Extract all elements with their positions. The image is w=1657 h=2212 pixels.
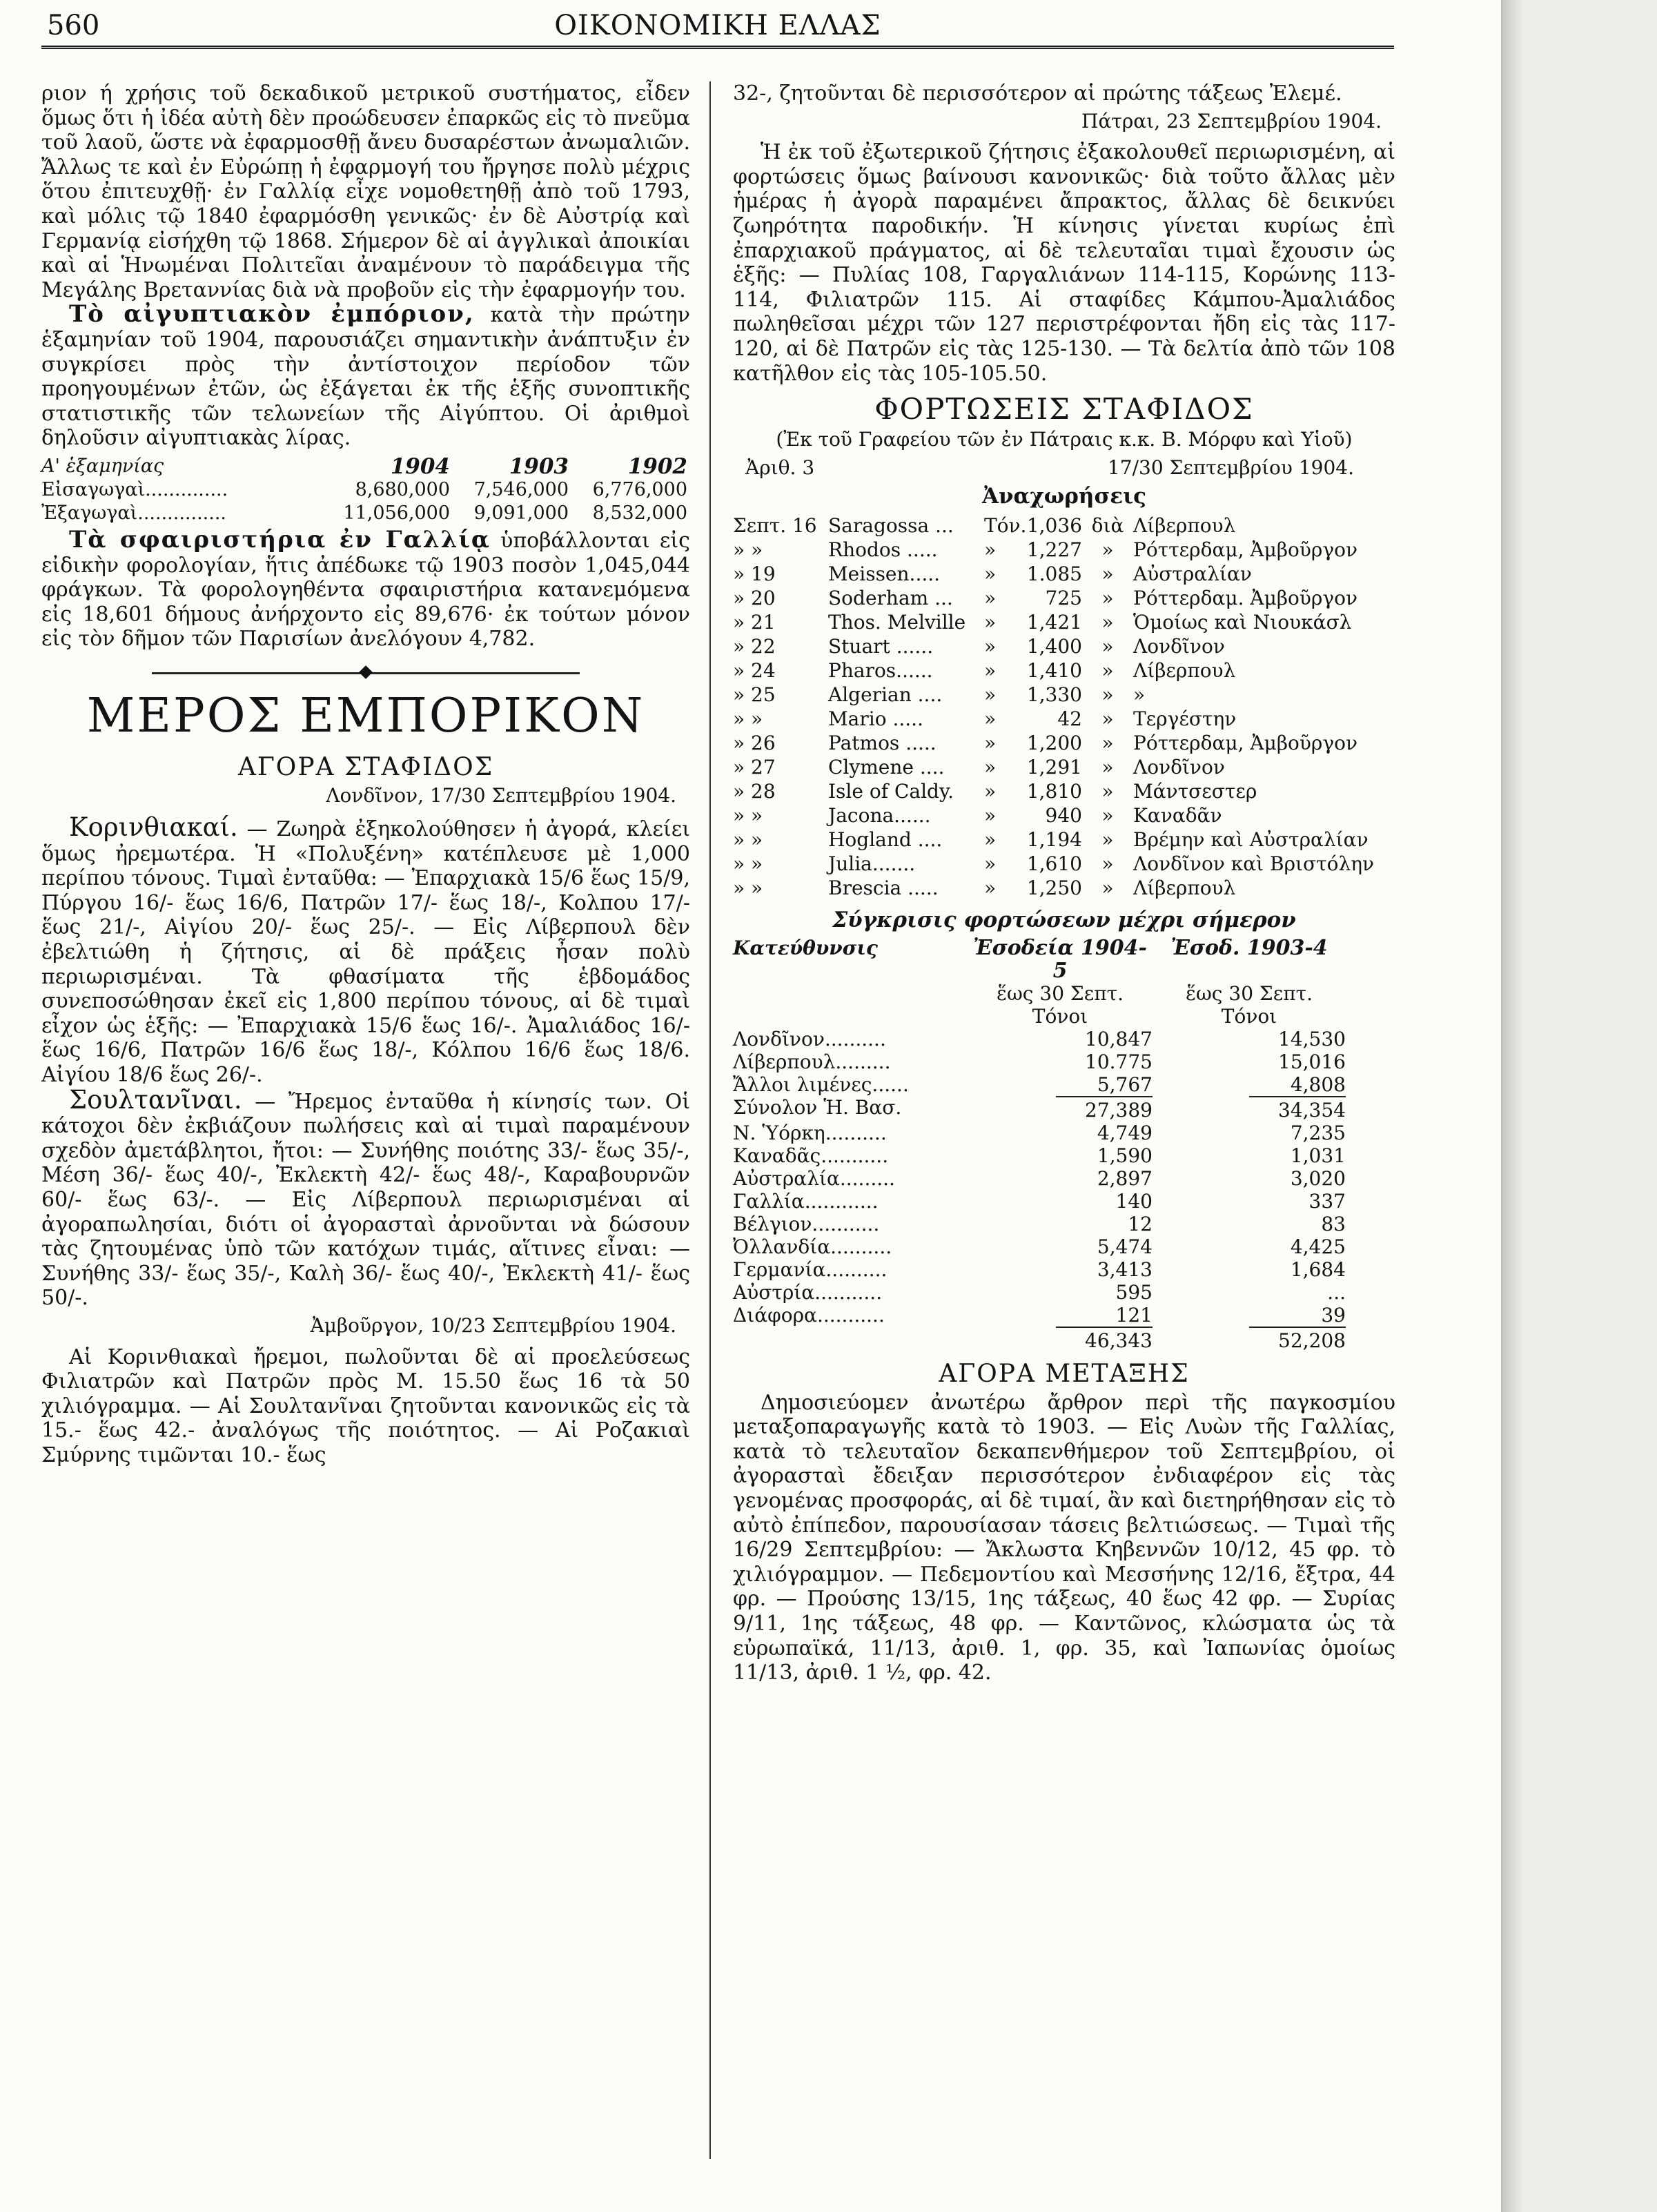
ship-dest: Ὁμοίως καὶ Νιουκάσλ xyxy=(1133,610,1352,634)
comparison-row xyxy=(733,1050,1395,1073)
ship-tons: 1,194 xyxy=(1026,828,1082,851)
ship-t: » xyxy=(984,731,997,754)
billiards-lead: Τὰ σφαιριστήρια ἐν Γαλλίᾳ xyxy=(69,525,491,554)
ship-name: Algerian .... xyxy=(828,683,943,706)
row-value: 337 xyxy=(1308,1190,1346,1213)
uk-rows xyxy=(733,1028,1395,1096)
page-number: 560 xyxy=(47,10,100,41)
comparison-row xyxy=(733,1258,1395,1281)
page-header xyxy=(41,7,1394,46)
ship-via: » xyxy=(1101,538,1114,561)
spacer xyxy=(733,1005,968,1028)
ship-via: » xyxy=(1101,634,1114,658)
sultanas-lead: Σουλτανῖναι. xyxy=(69,1084,242,1115)
ship-dest: Τεργέστην xyxy=(1133,707,1237,730)
corinthian-lead: Κορινθιακαί. xyxy=(69,812,238,843)
ship-row xyxy=(733,562,1395,586)
ship-row xyxy=(733,828,1395,852)
ship-tons: 42 xyxy=(1057,707,1082,730)
row-label: Σύνολον Ἡ. Βασ. xyxy=(733,1096,902,1119)
row-value: 10,847 xyxy=(1085,1028,1153,1051)
ship-date: » 25 xyxy=(733,683,776,706)
ship-via: » xyxy=(1101,731,1114,754)
ship-tons: 1,291 xyxy=(1026,755,1082,779)
paragraph-silk: Δημοσιεύομεν ἀνωτέρω ἄρθρον περὶ τῆς παγκοσμίου μεταξοπαραγωγῆς κατὰ τὸ 1903. — Εἰς Λυὼν τῆς Γαλλίας, κατὰ τὸ τελευταῖον δεκαπενθήμερον τοῦ Σεπτεμβρίου, οἱ ἀγορασταὶ ἔδειξαν περισσότερον ἐνδιαφέρον εἰς τὰς γενομένας προσφοράς, αἱ δὲ τιμαί, ἂν καὶ διετηρήθησαν εἰς τὸ αὐτὸ ἐπίπεδον, παρουσίασαν τάσεις βελτιώσεως. — Τιμαὶ τῆς 16/29 Σεπτεμβρίου: — Ἄκλωστα Κηβεννῶν 10/12, 45 φρ. τὸ χιλιόγραμμον. — Πεδεμοντίου καὶ Μεσσήνης 12/16, ἔξτρα, 44 φρ. — Προύσης 13/15, 1ης τάξεως, 40 ἕως 42 φρ. — Συρίας 9/11, 1ης τάξεως, 48 φρ. — Καντῶνος, κλώσματα ὡς τὰ εὐρωπαϊκά, 11/13, ἀριθ. 1, φρ. 35, καὶ Ἰαπωνίας ὁμοίως 11/13, ἀριθ. 1 ½, φρ. 42. xyxy=(733,1390,1395,1685)
egypt-year: 1902 xyxy=(627,453,687,479)
ship-dest: Ρόττερδαμ. Ἀμβοῦργον xyxy=(1133,586,1357,609)
paragraph-corinthian xyxy=(41,812,690,1088)
ship-tons: 940 xyxy=(1045,803,1082,827)
row-value: 5,767 xyxy=(1097,1073,1153,1097)
row-value: 121 xyxy=(1115,1304,1153,1327)
other-rows xyxy=(733,1122,1395,1327)
comparison-row xyxy=(733,1167,1395,1190)
ship-t: » xyxy=(984,683,997,706)
paragraph-sultanas xyxy=(41,1084,690,1311)
shipments-title: ΦΟΡΤΩΣΕΙΣ ΣΤΑΦΙΔΟΣ xyxy=(874,392,1254,427)
paragraph-billiards xyxy=(41,525,690,652)
row-value: 3,413 xyxy=(1097,1258,1153,1282)
ship-date: » » xyxy=(733,828,763,851)
comparison-row xyxy=(733,1213,1395,1235)
row-label: Ἄλλοι λιμένες...... xyxy=(733,1073,909,1097)
ship-dest: Ρόττερδαμ, Ἀμβοῦργον xyxy=(1133,538,1357,561)
row-label: Αὐστρία........... xyxy=(733,1281,883,1304)
ship-date: » » xyxy=(733,803,763,827)
row-value: 2,897 xyxy=(1097,1167,1153,1191)
comparison-unit-row xyxy=(733,1005,1395,1028)
row-label: Ὀλλανδία.......... xyxy=(733,1235,892,1259)
column-divider xyxy=(709,81,711,2159)
paragraph-patras: Ἡ ἐκ τοῦ ἐξωτερικοῦ ζήτησις ἐξακολουθεῖ περιωρισμένη, αἱ φορτώσεις ὅμως βαίνουσι κανονικῶς· διὰ τοῦτο ἄλλας μὲν ἡμέρας ἡ ἀγορὰ παραμένει ἄπρακτος, ἄλλας δὲ δεικνύει ζωηρότητα παροδικήν. Ἡ κίνησις γίνεται κυρίως ἐπὶ ἐπαρχιακοῦ πράγματος, αἱ δὲ τελευταῖαι τιμαὶ ἔχουσιν ὡς ἑξῆς: — Πυλίας 108, Γαργαλιάνων 114-115, Κορώνης 113-114, Φιλιατρῶν 115. Αἱ σταφίδες Κάμπου-Ἀμαλιάδος πωληθεῖσαι μέχρι τῶν 127 περιστρέφονται ἤδη εἰς τὰς 117-120, αἱ δὲ Πατρῶν εἰς τὰς 125-130. — Τὰ δελτία ἀπὸ τῶν 108 κατῆλθον εἰς τὰς 105-105.50. xyxy=(733,140,1395,386)
row-value: 12 xyxy=(1128,1213,1153,1236)
ship-via: » xyxy=(1101,852,1114,875)
egypt-imports-row xyxy=(41,478,690,502)
egypt-table-header xyxy=(41,455,690,478)
until-date: ἕως 30 Σεπτ. xyxy=(1185,982,1313,1006)
ship-via: » xyxy=(1101,610,1114,634)
ship-date: » » xyxy=(733,707,763,730)
ship-via: διὰ xyxy=(1091,513,1124,537)
ship-dest: » xyxy=(1133,683,1146,706)
row-label: Ἐξαγωγαὶ............... xyxy=(41,502,226,524)
row-value: 7,235 xyxy=(1290,1122,1346,1145)
ship-t: » xyxy=(984,803,997,827)
ship-via: » xyxy=(1101,876,1114,899)
row-value: 3,020 xyxy=(1290,1167,1346,1191)
egyptian-trade-text: κατὰ τὴν πρώτην ἑξαμηνίαν τοῦ 1904, παρουσιάζει σημαντικὴν ἀνάπτυξιν ἐν συγκρίσει πρὸς τὴν ἀντίστοιχον περίοδον τῶν προηγουμένων ἐτῶν, ὡς ἐξάγεται ἐκ τῆς ἑξῆς συνοπτικῆς στατιστικῆς τῶν τελωνείων τῆς Αἰγύπτου. Οἱ ἀριθμοὶ δηλοῦσιν αἰγυπτιακὰς λίρας. xyxy=(41,303,690,451)
row-value: 10.775 xyxy=(1085,1050,1153,1074)
row-value: 15,016 xyxy=(1278,1050,1346,1074)
egypt-customs-table xyxy=(41,455,690,525)
ship-t: » xyxy=(984,562,997,585)
running-title: ΟΙΚΟΝΟΜΙΚΗ ΕΛΛΑΣ xyxy=(554,10,881,41)
row-value: 11,056,000 xyxy=(343,502,450,524)
row-value: 7,546,000 xyxy=(473,478,569,500)
row-value: 1,684 xyxy=(1290,1258,1346,1282)
ship-date: » 21 xyxy=(733,610,776,634)
ship-t: » xyxy=(984,610,997,634)
row-value: 4,808 xyxy=(1290,1073,1346,1097)
ship-date: » 28 xyxy=(733,779,776,803)
ship-tons: 1,610 xyxy=(1026,852,1082,875)
comparison-until-row xyxy=(733,982,1395,1005)
ship-name: Rhodos ..... xyxy=(828,538,938,561)
ship-t: » xyxy=(984,538,997,561)
comparison-header xyxy=(733,937,1395,982)
ship-dest: Λονδῖνον καὶ Βριστόλην xyxy=(1133,852,1375,875)
ship-tons: 1,036 xyxy=(1026,513,1082,537)
row-value xyxy=(1153,1327,1346,1352)
header-rule xyxy=(41,46,1394,49)
ship-tons: 1.085 xyxy=(1026,562,1082,585)
ship-tons: 1,200 xyxy=(1026,731,1082,754)
row-value: 1,031 xyxy=(1290,1144,1346,1168)
ship-tons: 1,421 xyxy=(1026,610,1082,634)
ship-tons: 725 xyxy=(1045,586,1082,609)
dateline-london: Λονδῖνον, 17/30 Σεπτεμβρίου 1904. xyxy=(326,784,676,808)
dateline-hamburg: Ἀμβοῦργον, 10/23 Σεπτεμβρίου 1904. xyxy=(310,1313,676,1337)
market-title: ΑΓΟΡΑ ΣΤΑΦΙΔΟΣ xyxy=(237,752,494,781)
ship-dest: Λίβερπουλ xyxy=(1133,658,1236,682)
ship-via: » xyxy=(1101,779,1114,803)
row-value: 39 xyxy=(1321,1304,1346,1327)
ship-tons: 1,410 xyxy=(1026,658,1082,682)
ship-name: Soderham ... xyxy=(828,586,953,609)
shipments-number: Ἀριθ. 3 xyxy=(745,456,815,480)
subtotal-value: 34,354 xyxy=(1249,1096,1346,1122)
ship-dest: Μάντσεστερ xyxy=(1133,779,1257,803)
paragraph-hamburg: Αἱ Κορινθιακαὶ ἤρεμοι, πωλοῦνται δὲ αἱ προελεύσεως Φιλιατρῶν καὶ Πατρῶν πρὸς Μ. 15.50 ἕως 16 τὰ 50 χιλιόγραμμα. — Αἱ Σουλτανῖναι ζητοῦνται κανονικῶς εἰς τὰ 15.- ἕως 42.- ἀναλόγως τῆς ποιότητος. — Αἱ Ροζακιαὶ Σμύρνης τιμῶνται 10.- ἕως xyxy=(41,1344,690,1467)
ship-row xyxy=(733,610,1395,634)
comparison-row xyxy=(733,1235,1395,1258)
ornament-divider xyxy=(41,664,690,682)
row-value: 8,532,000 xyxy=(592,502,687,524)
ship-dest: Ρόττερδαμ, Ἀμβοῦργον xyxy=(1133,731,1357,754)
row-value: 6,776,000 xyxy=(592,478,687,500)
dateline-patras: Πάτραι, 23 Σεπτεμβρίου 1904. xyxy=(1081,109,1382,133)
row-label: Καναδᾶς........... xyxy=(733,1144,889,1168)
row-label: Λίβερπουλ......... xyxy=(733,1050,891,1074)
row-value xyxy=(1153,1096,1346,1122)
row-value: 4,749 xyxy=(1097,1122,1153,1145)
row-value: 140 xyxy=(1115,1190,1153,1213)
egypt-year: 1904 xyxy=(390,453,450,479)
ship-name: Patmos ..... xyxy=(828,731,937,754)
ship-row xyxy=(733,707,1395,731)
row-label: Αὐστραλία......... xyxy=(733,1167,895,1191)
row-label: Διάφορα........... xyxy=(733,1304,885,1327)
ship-row xyxy=(733,755,1395,779)
ship-dest: Λονδῖνον xyxy=(1133,634,1225,658)
ship-date: » » xyxy=(733,876,763,899)
ship-via: » xyxy=(1101,562,1114,585)
row-value: 4,425 xyxy=(1290,1235,1346,1259)
ship-dest: Λίβερπουλ xyxy=(1133,876,1236,899)
ship-row xyxy=(733,779,1395,803)
egypt-year: 1903 xyxy=(509,453,569,479)
ship-t: » xyxy=(984,707,997,730)
row-value: 9,091,000 xyxy=(473,502,569,524)
subtotal-value: 27,389 xyxy=(1056,1096,1153,1122)
row-label: Εἰσαγωγαὶ.............. xyxy=(41,478,228,500)
spacer xyxy=(733,982,968,1005)
total-value: 52,208 xyxy=(1249,1327,1346,1352)
ship-t: » xyxy=(984,634,997,658)
ship-name: Clymene .... xyxy=(828,755,945,779)
row-value: 1,590 xyxy=(1097,1144,1153,1168)
ship-via: » xyxy=(1101,683,1114,706)
ship-t: » xyxy=(984,876,997,899)
adjacent-page-edge xyxy=(1501,0,1657,2212)
sultanas-text: — Ἤρεμος ἐνταῦθα ἡ κίνησίς των. Οἱ κάτοχοι δὲν ἐκβιάζουν πωλήσεις καὶ αἱ τιμαὶ παραμένουν σχεδὸν ἀμετάβλητοι, ἤτοι: — Συνήθης ποιότης 33/- ἕως 35/-, Μέση 36/- ἕως 40/-, Ἐκλεκτὴ 42/- ἕως 48/-, Καραβουρνῶν 60/- ἕως 63/-. — Εἰς Λίβερπουλ περιωρισμέναι αἱ ἀγοραπωλησίαι, διότι οἱ ἀγορασταὶ ἀρνοῦνται νὰ δώσουν τὰς ζητουμένας ὑπὸ τῶν κατόχων τιμάς, αἵτινες εἶναι: — Συνήθης 33/- ἕως 35/-, Καλὴ 36/- ἕως 40/-, Ἐκλεκτὴ 41/- ἕως 50/-. xyxy=(41,1089,690,1311)
season-1904-header: Ἐσοδεία 1904-5 xyxy=(973,936,1147,983)
row-value xyxy=(968,1327,1153,1352)
until-date: ἕως 30 Σεπτ. xyxy=(996,982,1124,1006)
section-title: ΜΕΡΟΣ ΕΜΠΟΡΙΚΟΝ xyxy=(86,688,645,743)
ship-row xyxy=(733,876,1395,900)
billiards-text: ὑποβάλλονται εἰς εἰδικὴν φορολογίαν, ἥτις ἀπέδωκε τῷ 1903 ποσὸν 1,045,044 φράγκων. Τὰ φορολογηθέντα σφαιριστήρια κατανεμόμενα εἰς 18,601 δήμους ἀνήρχοντο εἰς 89,676· ἐκ τούτων μόνον εἰς τὸν δῆμον τῶν Παρισίων ἀνελόγουν 4,782. xyxy=(41,528,690,652)
binding-shadow xyxy=(1502,0,1523,2212)
ship-via: » xyxy=(1101,828,1114,851)
row-value: 14,530 xyxy=(1278,1028,1346,1051)
comparison-row xyxy=(733,1028,1395,1050)
ship-name: Mario ..... xyxy=(828,707,923,730)
ship-name: Meissen..... xyxy=(828,562,941,585)
right-column xyxy=(733,81,1395,1685)
ship-name: Isle of Caldy. xyxy=(828,779,954,803)
ship-dest: Λονδῖνον xyxy=(1133,755,1225,779)
direction-header: Κατεύθυνσις xyxy=(733,937,878,960)
ship-tons: 1,400 xyxy=(1026,634,1082,658)
ship-date: Σεπτ. 16 xyxy=(733,513,817,537)
unit-label: Τόνοι xyxy=(1032,1005,1088,1028)
corinthian-text: — Ζωηρὰ ἐξηκολούθησεν ἡ ἀγορά, κλείει ὅμως ἠρεμωτέρα. Ἡ «Πολυξένη» κατέπλευσε μὲ 1,000 περίπου τόνους. Τιμαὶ ἐνταῦθα: — Ἐπαρχιακὰ 15/6 ἕως 15/9, Πύργου 16/- ἕως 16/6, Πατρῶν 17/- ἕως 18/-, Κολπου 17/- ἕως 21/-, Αἰγίου 20/- ἕως 25/-. — Εἰς Λίβερπουλ δὲν ἐβελτιώθη ἡ ζήτησις, αἱ δὲ πράξεις ἦσαν πολὺ περιωρισμέναι. Τὰ φθασίματα τῆς ἑβδομάδος συνεποσώθησαν ἐκεῖ εἰς 1,800 περίπου τόνους, αἱ δὲ τιμαὶ εἶχον ὡς ἑξῆς: — Ἐπαρχιακὰ 15/6 ἕως 16/-. Ἀμαλιάδος 16/- ἕως 16/6, Πατρῶν 16/6 ἕως 18/-, Κόλπου 16/6 ἕως 18/6. Αἰγίου 18/6 ἕως 26/-. xyxy=(41,817,690,1087)
spacer xyxy=(733,1327,968,1352)
ship-dest: Λίβερπουλ xyxy=(1133,513,1236,537)
ship-tons: 1,810 xyxy=(1026,779,1082,803)
ship-name: Thos. Melville xyxy=(828,610,966,634)
ship-row xyxy=(733,658,1395,683)
ship-t: » xyxy=(984,586,997,609)
ship-dest: Αὐστραλίαν xyxy=(1133,562,1252,585)
comparison-row xyxy=(733,1073,1395,1096)
paragraph-metric-system: ριον ή χρήσις τοῦ δεκαδικοῦ μετρικοῦ συστήματος, εἶδεν ὅμως ὅτι ἡ ἰδέα αὐτὴ δὲν προώδευσεν ἐπαρκῶς εἰς τὸ πνεῦμα τοῦ λαοῦ, ὥστε νὰ ἐφαρμοσθῇ ἄνευ δυσαρέστων ἀνωμαλιῶν. Ἄλλως τε καὶ ἐν Εὐρώπῃ ἡ ἐφαρμογή του ἤργησε πολὺ μέχρις ὅτου ἐπιτευχθῇ· ἐν Γαλλίᾳ εἶχε νομοθετηθῇ ἀπὸ τοῦ 1793, καὶ μόλις τῷ 1840 ἐφαρμόσθη γενικῶς· ἐν δὲ Αὐστρίᾳ καὶ Γερμανίᾳ εἰσήχθη τῷ 1868. Σήμερον δὲ αἱ ἀγγλικαὶ ἀποικίαι καὶ αἱ Ἡνωμέναι Πολιτεῖαι ἀναμένουν τὸ παράδειγμα τῆς Μεγάλης Βρεταννίας διὰ νὰ προβοῦν εἰς τὴν ἐφαρμογήν του. xyxy=(41,81,690,302)
egyptian-trade-lead: Τὸ αἰγυπτιακὸν ἐμπόριον, xyxy=(69,300,475,329)
row-label: Γερμανία.......... xyxy=(733,1258,888,1282)
season-1903-header: Ἐσοδ. 1903-4 xyxy=(1170,936,1328,961)
ship-date: » 24 xyxy=(733,658,776,682)
row-value: 595 xyxy=(1115,1281,1153,1304)
comparison-row xyxy=(733,1304,1395,1327)
ship-name: Julia....... xyxy=(828,852,916,875)
comparison-table xyxy=(733,937,1395,1352)
ship-t: » xyxy=(984,755,997,779)
ship-row xyxy=(733,731,1395,755)
ship-t: » xyxy=(984,779,997,803)
row-label: Βέλγιον........... xyxy=(733,1213,880,1236)
comparison-title: Σύγκρισις φορτώσεων μέχρι σήμερον xyxy=(832,907,1296,932)
row-label: Γαλλία............ xyxy=(733,1190,879,1213)
ship-t: » xyxy=(984,828,997,851)
ship-tons: 1,330 xyxy=(1026,683,1082,706)
departures-table xyxy=(733,513,1395,900)
left-column xyxy=(41,81,690,1468)
ship-via: » xyxy=(1101,586,1114,609)
paragraph-continued: 32-, ζητοῦνται δὲ περισσότερον αἱ πρώτης τάξεως Ἐλεμέ. xyxy=(733,81,1342,106)
row-value: 8,680,000 xyxy=(355,478,450,500)
comparison-row xyxy=(733,1190,1395,1213)
total-row xyxy=(733,1327,1395,1352)
comparison-row xyxy=(733,1144,1395,1167)
ship-dest: Βρέμην καὶ Αὐστραλίαν xyxy=(1133,828,1369,851)
departures-heading: Ἀναχωρήσεις xyxy=(981,483,1147,509)
comparison-row xyxy=(733,1122,1395,1144)
ship-via: » xyxy=(1101,707,1114,730)
egypt-exports-row xyxy=(41,502,690,525)
ship-row xyxy=(733,803,1395,828)
ship-row xyxy=(733,634,1395,658)
total-value: 46,343 xyxy=(1056,1327,1153,1352)
shipments-date: 17/30 Σεπτεμβρίου 1904. xyxy=(1107,456,1354,480)
ship-name: Jacona...... xyxy=(828,803,931,827)
ship-t: » xyxy=(984,658,997,682)
ship-name: Hogland .... xyxy=(828,828,943,851)
ship-date: » 22 xyxy=(733,634,776,658)
ship-name: Brescia ..... xyxy=(828,876,939,899)
ship-row xyxy=(733,513,1395,538)
ship-dest: Καναδᾶν xyxy=(1133,803,1222,827)
unit-label: Τόνοι xyxy=(1221,1005,1277,1028)
ship-via: » xyxy=(1101,658,1114,682)
paragraph-egyptian-trade xyxy=(41,302,690,451)
ship-date: » » xyxy=(733,538,763,561)
ship-name: Pharos...... xyxy=(828,658,933,682)
ship-date: » 20 xyxy=(733,586,776,609)
ship-date: » 27 xyxy=(733,755,776,779)
row-label: Λονδῖνον.......... xyxy=(733,1028,886,1051)
ship-via: » xyxy=(1101,803,1114,827)
silk-market-title: ΑΓΟΡΑ ΜΕΤΑΞΗΣ xyxy=(939,1360,1190,1389)
ship-date: » » xyxy=(733,852,763,875)
ship-name: Saragossa ... xyxy=(828,513,954,537)
ship-row xyxy=(733,586,1395,610)
shipments-source: (Ἐκ τοῦ Γραφείου τῶν ἐν Πάτραις κ.κ. Β. Μόρφυ καὶ Υἱοῦ) xyxy=(776,427,1353,451)
row-value: 5,474 xyxy=(1097,1235,1153,1259)
ship-name: Stuart ...... xyxy=(828,634,934,658)
ship-row xyxy=(733,852,1395,876)
row-value xyxy=(968,1096,1153,1122)
ship-row xyxy=(733,683,1395,707)
shipments-meta xyxy=(733,456,1395,480)
ship-t: » xyxy=(984,852,997,875)
uk-subtotal-row xyxy=(733,1096,1395,1122)
egypt-table-label: Α' ἑξαμηνίας xyxy=(41,455,164,477)
row-value: 83 xyxy=(1321,1213,1346,1236)
row-value: ... xyxy=(1327,1281,1346,1304)
ship-tons: 1,250 xyxy=(1026,876,1082,899)
ship-t: Τόν. xyxy=(984,513,1027,537)
ship-row xyxy=(733,538,1395,562)
ship-via: » xyxy=(1101,755,1114,779)
ship-date: » 26 xyxy=(733,731,776,754)
ship-date: » 19 xyxy=(733,562,776,585)
ship-tons: 1,227 xyxy=(1026,538,1082,561)
ornament-diamond xyxy=(359,665,373,679)
comparison-row xyxy=(733,1281,1395,1304)
row-label: Ν. Ὑόρκη.......... xyxy=(733,1122,887,1145)
